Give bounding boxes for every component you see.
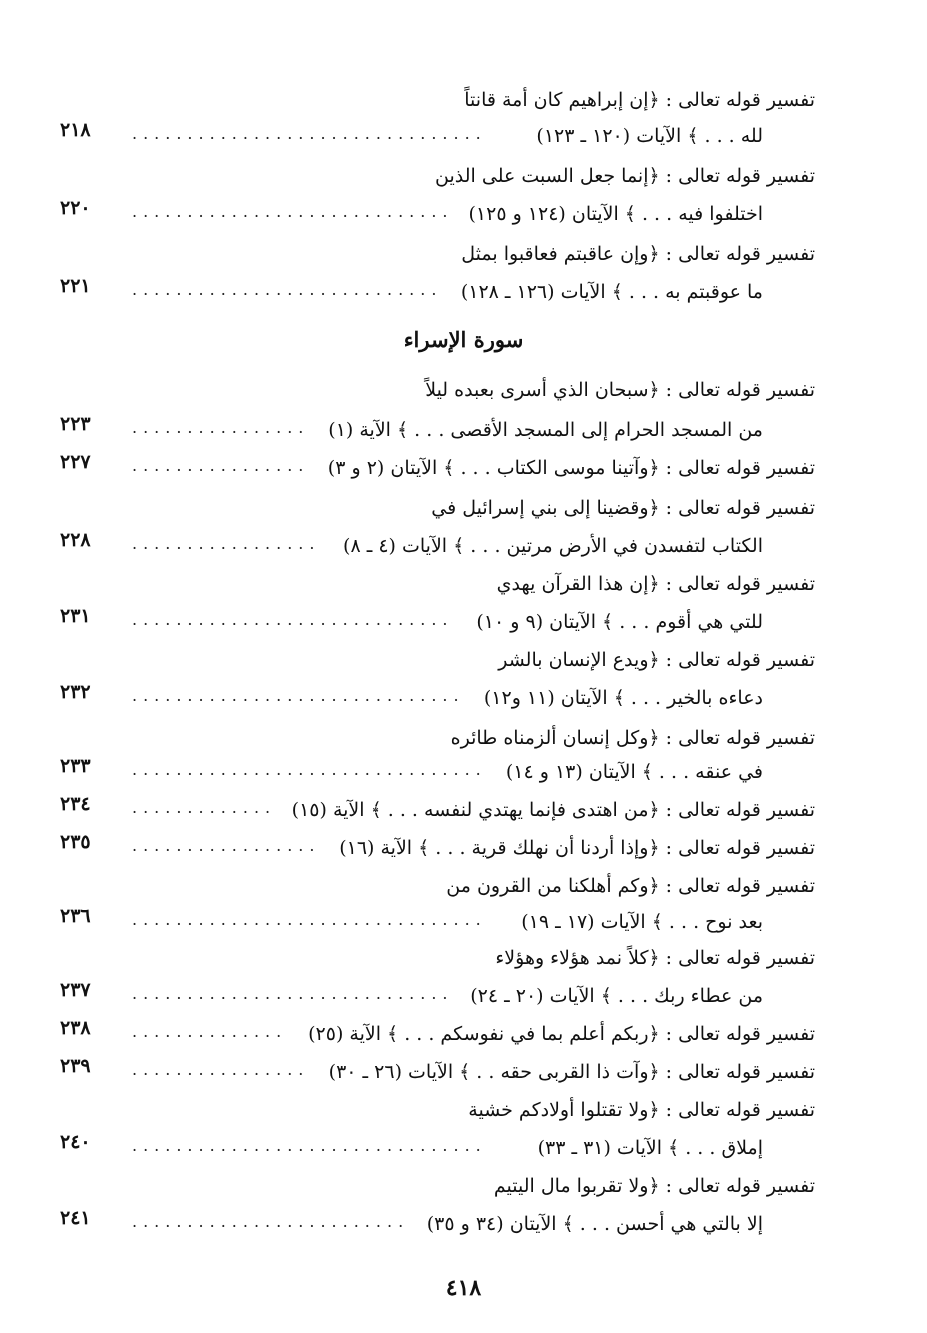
dot-leader: ................................ <box>132 1136 487 1155</box>
page-ref: ٢٢٣ <box>60 413 91 435</box>
toc-line <box>60 754 815 790</box>
toc-line <box>60 118 815 154</box>
dot-leader: ................................ <box>132 760 487 779</box>
toc-line-text: تفسير قوله تعالى : ﴿ربكم أعلم بما في نفوسكم . . . ﴾ الآية (٢٥) <box>308 1023 815 1045</box>
toc-line <box>60 1168 815 1204</box>
dot-leader: ............................. <box>132 984 454 1003</box>
toc-line <box>60 566 815 602</box>
toc-line <box>60 412 815 448</box>
toc-line <box>60 1092 815 1128</box>
page-ref: ٢٣٧ <box>60 979 91 1001</box>
toc-line <box>60 236 815 272</box>
toc-line <box>60 1206 815 1242</box>
toc-line <box>60 450 815 486</box>
toc-line-text: تفسير قوله تعالى : ﴿وإن عاقبتم فعاقبوا بمثل <box>461 243 815 265</box>
toc-line-text: تفسير قوله تعالى : ﴿وآت ذا القربى حقه . . ﴾ الآيات (٢٦ ـ ٣٠) <box>328 1061 815 1083</box>
dot-leader: ................................ <box>132 910 487 929</box>
toc-line <box>60 830 815 866</box>
page-ref: ٢٣٨ <box>60 1017 91 1039</box>
toc-line-text: من المسجد الحرام إلى المسجد الأقصى . . . ﴾ الآية (١) <box>328 419 763 441</box>
toc-line-text: في عنقه . . . ﴾ الآيتان (١٣ و ١٤) <box>505 761 763 783</box>
toc-line <box>60 158 815 194</box>
page-ref: ٢٣٤ <box>60 793 91 815</box>
dot-leader: ................ <box>132 1060 310 1079</box>
page-ref: ٢٣٩ <box>60 1055 91 1077</box>
toc-line-text: تفسير قوله تعالى : ﴿وآتينا موسى الكتاب . . . ﴾ الآيتان (٢ و ٣) <box>327 457 815 479</box>
dot-leader: .............. <box>132 1022 288 1041</box>
toc-line-text: تفسير قوله تعالى : ﴿وقضينا إلى بني إسرائيل في <box>431 497 815 519</box>
dot-leader: ................. <box>132 836 321 855</box>
toc-line-text: ما عوقبتم به . . . ﴾ الآيات (١٢٦ ـ ١٢٨) <box>460 281 763 303</box>
toc-line <box>60 792 815 828</box>
toc-line-text: دعاءه بالخير . . . ﴾ الآيتان (١١ و١٢) <box>483 687 763 709</box>
toc-line <box>60 604 815 640</box>
page-ref: ٢٢٨ <box>60 529 91 551</box>
page-ref: ٢٤٠ <box>60 1131 91 1153</box>
page-ref: ٢٢٠ <box>60 197 91 219</box>
toc-line-text: تفسير قوله تعالى : ﴿ولا تقتلوا أولادكم خشية <box>468 1099 815 1121</box>
toc-line-text: إملاق . . . ﴾ الآيات (٣١ ـ ٣٣) <box>537 1137 763 1159</box>
toc-line <box>60 642 815 678</box>
page-ref: ٢٤١ <box>60 1207 91 1229</box>
dot-leader: ............. <box>132 798 277 817</box>
toc-line <box>60 904 815 940</box>
toc-line-text: تفسير قوله تعالى : ﴿وإذا أردنا أن نهلك قرية . . . ﴾ الآية (١٦) <box>339 837 815 859</box>
dot-leader: ............................ <box>132 280 443 299</box>
toc-line <box>60 82 815 118</box>
page-number: ٤١٨ <box>445 1275 482 1301</box>
toc-line-text: تفسير قوله تعالى : ﴿كلاً نمد هؤلاء وهؤلاء <box>495 947 815 969</box>
toc-line-text: تفسير قوله تعالى : ﴿وكل إنسان ألزمناه طائره <box>450 727 815 749</box>
page-ref: ٢٣٥ <box>60 831 91 853</box>
page-ref: ٢٣١ <box>60 605 91 627</box>
toc-line-text: لله . . . ﴾ الآيات (١٢٠ ـ ١٢٣) <box>536 125 763 147</box>
toc-line <box>60 680 815 716</box>
toc-line <box>60 720 815 756</box>
toc-line <box>60 1016 815 1052</box>
toc-line <box>60 1054 815 1090</box>
toc-line-text: بعد نوح . . . ﴾ الآيات (١٧ ـ ١٩) <box>521 911 763 933</box>
dot-leader: ................. <box>132 534 321 553</box>
dot-leader: ................ <box>132 418 310 437</box>
toc-line <box>60 978 815 1014</box>
page-ref: ٢٢١ <box>60 275 91 297</box>
dot-leader: ............................. <box>132 610 454 629</box>
toc-line-text: إلا بالتي هي أحسن . . . ﴾ الآيتان (٣٤ و ٣٥) <box>426 1213 763 1235</box>
toc-line-text: تفسير قوله تعالى : ﴿إن هذا القرآن يهدي <box>496 573 815 595</box>
toc-line <box>60 196 815 232</box>
dot-leader: .............................. <box>132 686 465 705</box>
toc-line-text: الكتاب لتفسدن في الأرض مرتين . . . ﴾ الآيات (٤ ـ ٨) <box>343 535 763 557</box>
toc-line-text: تفسير قوله تعالى : ﴿وكم أهلكنا من القرون من <box>446 875 815 897</box>
toc-line <box>60 274 815 310</box>
toc-line-text: للتي هي أقوم . . . ﴾ الآيتان (٩ و ١٠) <box>476 611 763 633</box>
toc-line-text: تفسير قوله تعالى : ﴿من اهتدى فإنما يهتدي لنفسه . . . ﴾ الآية (١٥) <box>291 799 815 821</box>
page-ref: ٢٣٦ <box>60 905 91 927</box>
toc-line-text: تفسير قوله تعالى : ﴿سبحان الذي أسرى بعبده ليلاً <box>425 379 815 401</box>
toc-line <box>60 490 815 526</box>
toc-line-text: تفسير قوله تعالى : ﴿إن إبراهيم كان أمة قانتاً <box>464 89 815 111</box>
toc-line <box>60 1130 815 1166</box>
dot-leader: ................ <box>132 456 310 475</box>
dot-leader: ................................ <box>132 124 487 143</box>
page-ref: ٢١٨ <box>60 119 91 141</box>
dot-leader: ............................. <box>132 202 454 221</box>
toc-line-text: تفسير قوله تعالى : ﴿ويدع الإنسان بالشر <box>498 649 815 671</box>
dot-leader: ......................... <box>132 1212 410 1231</box>
toc-line-text: من عطاء ربك . . . ﴾ الآيات (٢٠ ـ ٢٤) <box>470 985 763 1007</box>
toc-line-text: تفسير قوله تعالى : ﴿ولا تقربوا مال اليتيم <box>493 1175 815 1197</box>
toc-line <box>60 868 815 904</box>
surah-heading: سورة الإسراء <box>403 327 524 352</box>
toc-line <box>60 940 815 976</box>
page-ref: ٢٢٧ <box>60 451 91 473</box>
toc-line-text: اختلفوا فيه . . . ﴾ الآيتان (١٢٤ و ١٢٥) <box>468 203 763 225</box>
toc-line-text: تفسير قوله تعالى : ﴿إنما جعل السبت على الذين <box>435 165 815 187</box>
page-ref: ٢٣٢ <box>60 681 91 703</box>
toc-line <box>60 528 815 564</box>
page-ref: ٢٣٣ <box>60 755 91 777</box>
toc-line <box>60 372 815 408</box>
